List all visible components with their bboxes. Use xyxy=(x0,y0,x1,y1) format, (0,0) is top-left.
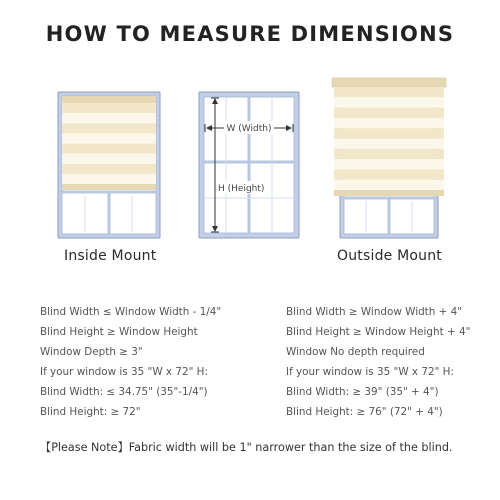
measure-window xyxy=(199,92,299,238)
outside-rule-line: Blind Height: ≥ 76" (72" + 4") xyxy=(286,406,443,418)
inside-shade-headrail xyxy=(62,96,156,103)
inside-shade-stripe xyxy=(62,174,156,184)
outside-rule-line: If your window is 35 "W x 72" H: xyxy=(286,366,454,378)
measurement-diagram xyxy=(0,70,500,250)
outside-shade-stripe xyxy=(334,139,444,149)
inside-mount-rules xyxy=(40,305,221,425)
outside-shade-stripe xyxy=(334,128,444,138)
outside-mount-window xyxy=(332,78,446,238)
outside-shade-headrail xyxy=(332,78,446,87)
inside-shade-fabric xyxy=(62,103,156,184)
outside-mount-rules xyxy=(286,305,470,425)
page-title: HOW TO MEASURE DIMENSIONS xyxy=(45,22,455,46)
outside-shade-stripe xyxy=(334,118,444,128)
inside-rule-line: Blind Height: ≥ 72" xyxy=(40,406,141,418)
fabric-note: 【Please Note】Fabric width will be 1" narrower than the size of the blind. xyxy=(40,441,453,454)
outside-shade-stripe xyxy=(334,180,444,190)
inside-shade-stripe xyxy=(62,154,156,164)
outside-shade-stripe xyxy=(334,87,444,97)
outside-shade-stripe xyxy=(334,169,444,179)
inside-shade-stripe xyxy=(62,164,156,174)
inside-rule-line: If your window is 35 "W x 72" H: xyxy=(40,366,208,378)
inside-shade-stripe xyxy=(62,113,156,123)
outside-shade-stripe xyxy=(334,159,444,169)
inside-shade-stripe xyxy=(62,133,156,143)
inside-mount-label: Inside Mount xyxy=(64,248,157,264)
outside-rule-line: Window No depth required xyxy=(286,346,425,358)
outside-mount-label: Outside Mount xyxy=(337,248,442,264)
outside-shade-stripe xyxy=(334,149,444,159)
outside-rule-line: Blind Width: ≥ 39" (35" + 4") xyxy=(286,386,439,398)
inside-shade-stripe xyxy=(62,144,156,154)
inside-shade-bottomrail xyxy=(62,184,156,190)
inside-rule-line: Window Depth ≥ 3" xyxy=(40,346,143,358)
inside-rule-line: Blind Width ≤ Window Width - 1/4" xyxy=(40,306,222,318)
outside-shade-bottomrail xyxy=(334,190,444,196)
outside-shade-stripe xyxy=(334,97,444,107)
outside-shade-fabric xyxy=(334,87,444,190)
inside-rule-line: Blind Height ≥ Window Height xyxy=(40,326,198,338)
outside-rule-line: Blind Height ≥ Window Height + 4" xyxy=(286,326,471,338)
inside-shade-stripe xyxy=(62,103,156,113)
inside-mount-window xyxy=(58,92,160,238)
outside-shade-stripe xyxy=(334,108,444,118)
width-label: W (Width) xyxy=(226,124,272,134)
inside-rule-line: Blind Width: ≤ 34.75" (35"-1/4") xyxy=(40,386,208,398)
diagram-canvas xyxy=(0,70,500,250)
height-label: H (Height) xyxy=(218,184,265,194)
outside-rule-line: Blind Width ≥ Window Width + 4" xyxy=(286,306,463,318)
inside-shade-stripe xyxy=(62,123,156,133)
